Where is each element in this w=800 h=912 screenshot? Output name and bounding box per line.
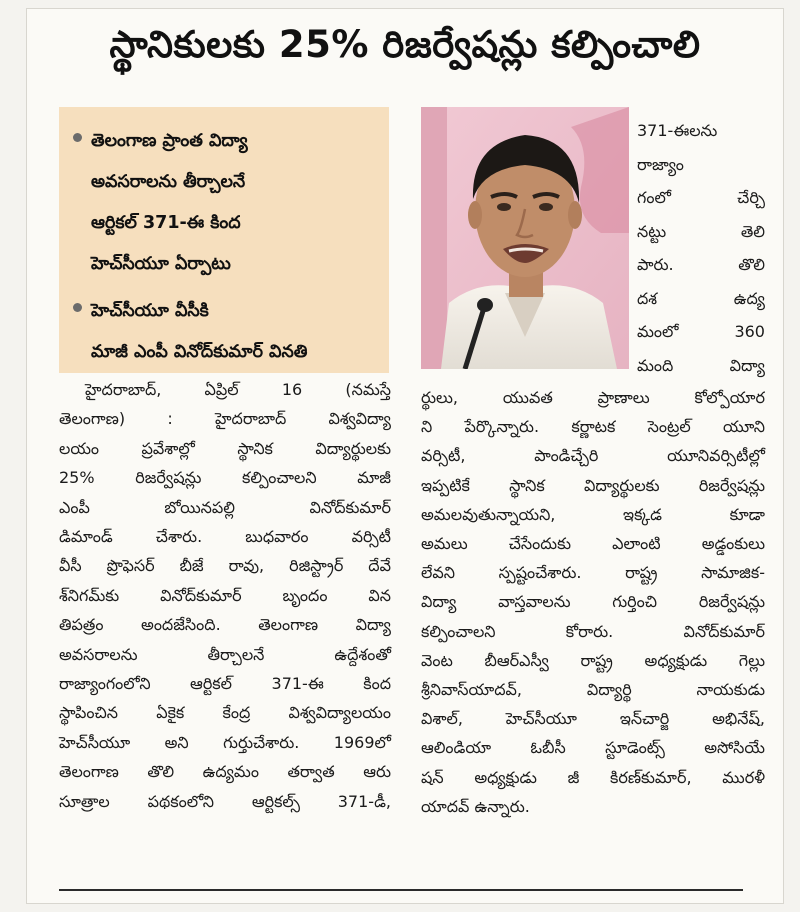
dateline: హైదరాబాద్, ఏప్రిల్ 16 (నమస్తే — [85, 380, 391, 399]
speaker-photo-illustration — [421, 107, 629, 369]
text-line: డిమాండ్ చేశారు. బుధవారం వర్సిటీ — [59, 527, 391, 547]
highlight-line: హెచ్‌సీయూ వీసీకి — [91, 301, 209, 321]
text-line: మంలో 360 — [637, 322, 765, 341]
text-line: విశాల్, హెచ్‌సీయూ ఇన్‌చార్జి అభినేష్, — [421, 709, 765, 729]
text-line: రాజ్యాం — [637, 154, 684, 174]
text-line: మంది విద్యా — [637, 355, 765, 375]
text-line: నట్టు తెలి — [637, 221, 765, 241]
text-line: 25% రిజర్వేషన్లు కల్పించాలని మాజీ — [59, 468, 391, 488]
text-line: యాదవ్ ఉన్నారు. — [421, 796, 530, 816]
text-line: లేవని స్పష్టంచేశారు. రాష్ట్ర సామాజిక- — [421, 563, 765, 583]
text-line: గంలో చేర్చి — [637, 188, 765, 207]
newspaper-clipping — [26, 8, 784, 904]
text-line: వర్సిటీ, పాండిచ్చేరి యూనివర్సిటీల్లో — [421, 446, 765, 466]
text-line: తిపత్రం అందజేసింది. తెలంగాణ విద్యా — [59, 615, 391, 635]
text-line: ఎంపీ బోయినపల్లి వినోద్‌కుమార్ — [59, 497, 391, 517]
text-line: శ్‌నిగమ్‌కు వినోద్‌కుమార్ బృందం విన — [59, 585, 391, 605]
right-column — [421, 383, 765, 821]
text-line: తెలంగాణ తొలి ఉద్యమం తర్వాత ఆరు — [59, 762, 391, 782]
text-line: సూత్రాల పథకంలోని ఆర్టికల్స్ 371-డీ, — [59, 791, 391, 811]
text-line: ఇప్పటికే స్థానిక విద్యార్థులకు రిజర్వేషన్లు — [421, 475, 765, 495]
text-line: ఆలిండియా ఓబీసీ స్టూడెంట్స్ అసోసియే — [421, 738, 765, 758]
text-line: దశ ఉద్య — [637, 288, 765, 308]
text-line: వెంట బీఆర్‌ఎస్వీ రాష్ట్ర అధ్యక్షుడు గెల్లు — [421, 650, 765, 670]
text-line: శ్రీనివాస్‌యాదవ్, విద్యార్థి నాయకుడు — [421, 680, 765, 700]
text-line: 371-ఈలను — [637, 121, 718, 140]
text-line: షన్ అధ్యక్షుడు జీ కిరణ్‌కుమార్, మురళీ — [421, 767, 765, 787]
bullet-icon — [73, 303, 82, 312]
narrow-column — [637, 114, 765, 382]
text-line: అమలు చేసేందుకు ఎలాంటి అడ్డంకులు — [421, 534, 765, 554]
text-line: ర్థులు, యువత ప్రాణాలు కోల్పోయార — [421, 388, 765, 407]
highlight-line: అవసరాలను తీర్చాలనే — [91, 172, 246, 192]
text-line: వీసీ ప్రొఫెసర్ బీజే రావు, రిజిస్ట్రార్ దేవే — [59, 556, 391, 576]
headline: స్థానికులకు 25% రిజర్వేషన్లు కల్పించాలి — [109, 23, 701, 66]
text-line: ని పేర్కొన్నారు. కర్ణాటక సెంట్రల్ యూని — [421, 417, 765, 437]
text-line: కల్పించాలని కోరారు. వినోద్‌కుమార్ — [421, 621, 765, 641]
text-line: అవసరాలను తీర్చాలనే ఉద్దేశంతో — [59, 644, 391, 664]
highlight-item — [71, 291, 379, 373]
bottom-divider — [59, 889, 743, 891]
text-line: విద్యా వాస్తవాలను గుర్తించి రిజర్వేషన్లు — [421, 592, 765, 612]
highlight-line: మాజీ ఎంపీ వినోద్‌కుమార్ వినతి — [91, 342, 308, 362]
highlight-line: ఆర్టికల్ 371-ఈ కింద — [91, 213, 241, 233]
text-line: లయం ప్రవేశాల్లో స్థానిక విద్యార్థులకు — [59, 438, 391, 458]
text-line: హెచ్‌సీయూ అని గుర్తుచేశారు. 1969లో — [59, 732, 391, 752]
highlight-line: తెలంగాణ ప్రాంత విద్యా — [91, 131, 248, 151]
text-line: స్థాపించిన ఏకైక కేంద్ర విశ్వవిద్యాలయం — [59, 703, 391, 723]
text-line: పారు. తొలి — [637, 255, 765, 274]
bullet-icon — [73, 133, 82, 142]
highlight-line: హెచ్‌సీయూ ఏర్పాటు — [91, 254, 231, 274]
text-line: అమలవుతున్నాయని, ఇక్కడ కూడా — [421, 504, 765, 524]
text-line: తెలంగాణ) : హైదరాబాద్ విశ్వవిద్యా — [59, 409, 391, 429]
highlight-item — [71, 121, 379, 285]
text-line: రాజ్యాంగంలోని ఆర్టికల్ 371-ఈ కింద — [59, 674, 391, 694]
highlights-box — [59, 107, 389, 373]
left-column — [59, 375, 391, 816]
speaker-photo — [421, 107, 629, 369]
